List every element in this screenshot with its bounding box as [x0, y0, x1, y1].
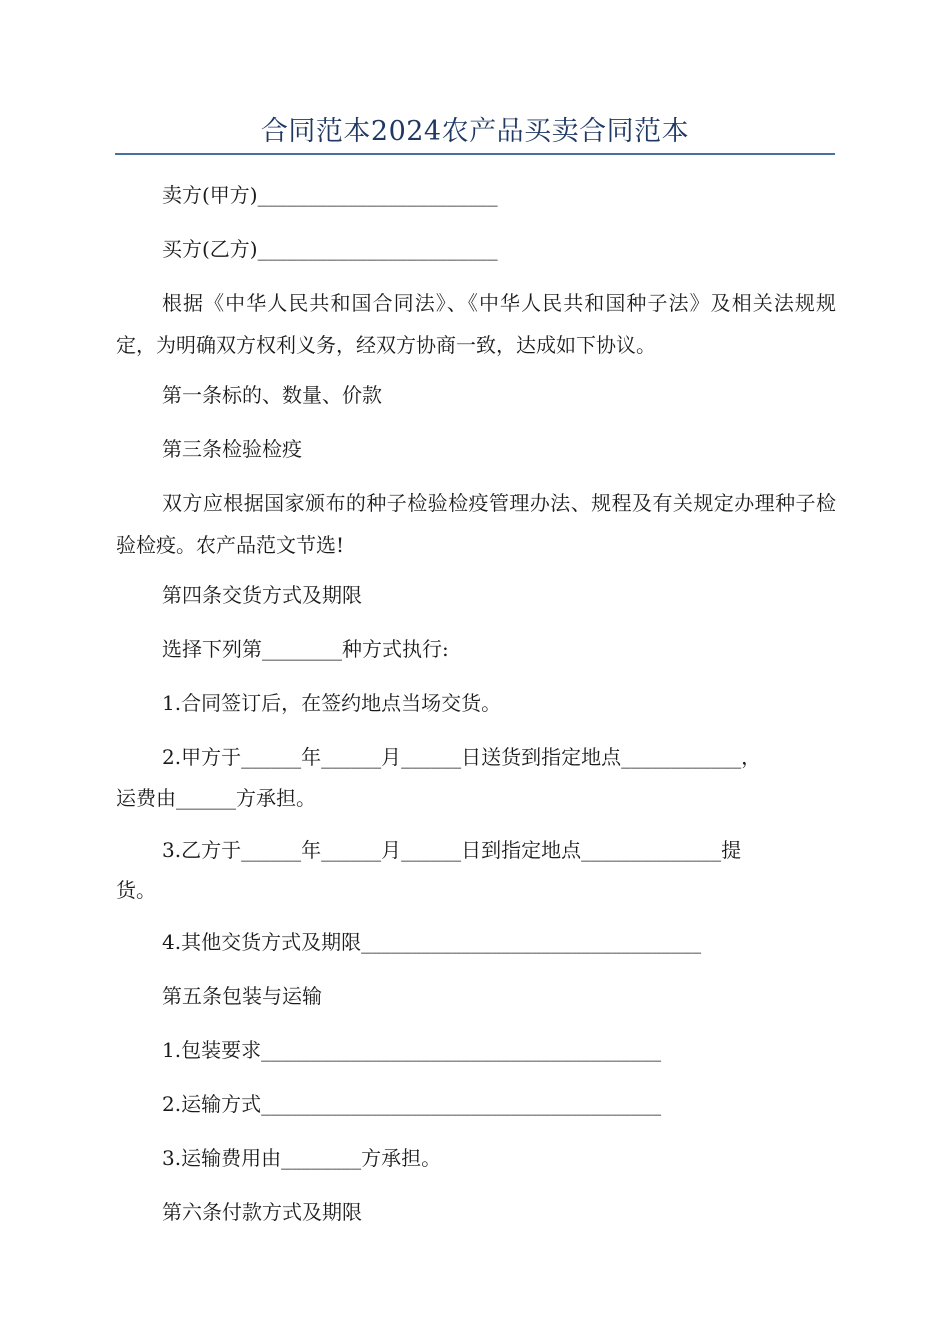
article-4-option-2-line-1: 2.甲方于______年______月______日送货到指定地点____________， — [162, 745, 762, 769]
intro-paragraph: 根据《中华人民共和国合同法》、《中华人民共和国种子法》及相关法规规定，为明确双方权利义务，经双方协商一致，达成如下协议。 — [116, 291, 836, 357]
article-6-heading: 第六条付款方式及期限 — [162, 1200, 362, 1224]
article-5-item-3: 3.运输费用由________方承担。 — [162, 1146, 442, 1170]
article-5-item-1: 1.包装要求________________________________________ — [162, 1038, 662, 1062]
article-5-heading: 第五条包装与运输 — [162, 984, 322, 1008]
document-title: 合同范本2024农产品买卖合同范本 — [260, 116, 690, 147]
article-4-heading: 第四条交货方式及期限 — [162, 583, 362, 607]
buyer-line: 买方(乙方)________________________ — [162, 237, 498, 261]
article-3-paragraph: 双方应根据国家颁布的种子检验检疫管理办法、规程及有关规定办理种子检验检疫。农产品范文节选! — [116, 491, 836, 557]
article-3-heading: 第三条检验检疫 — [162, 437, 302, 461]
article-4-option-3-line-1: 3.乙方于______年______月______日到指定地点______________提 — [162, 838, 742, 862]
title-underline — [115, 153, 835, 155]
article-5-item-2: 2.运输方式________________________________________ — [162, 1092, 662, 1116]
article-4-option-1: 1.合同签订后，在签约地点当场交货。 — [162, 691, 502, 715]
article-1-heading: 第一条标的、数量、价款 — [162, 383, 382, 407]
article-4-option-4: 4.其他交货方式及期限__________________________________ — [162, 930, 702, 954]
article-4-choose-line: 选择下列第________种方式执行: — [162, 637, 449, 661]
seller-line: 卖方(甲方)________________________ — [162, 183, 498, 207]
article-4-option-2-line-2: 运费由______方承担。 — [116, 786, 316, 810]
article-4-option-3-line-2: 货。 — [116, 878, 156, 902]
